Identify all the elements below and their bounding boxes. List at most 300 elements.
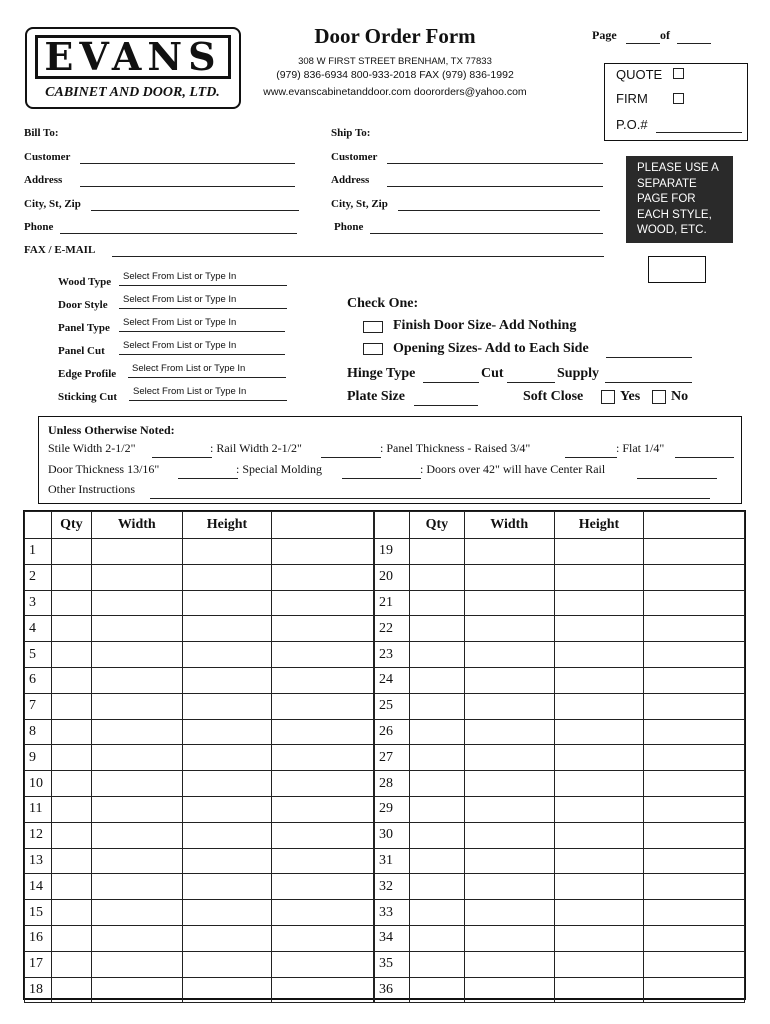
rail-width-field[interactable] (321, 443, 381, 458)
row-number: 35 (375, 951, 410, 977)
extra-input[interactable] (644, 771, 744, 796)
extra-input[interactable] (272, 694, 373, 719)
extra-cell (272, 616, 374, 642)
height-cell (182, 925, 272, 951)
qty-input[interactable] (410, 668, 464, 693)
bill-city-label: City, St, Zip (24, 198, 81, 210)
cut-field[interactable] (507, 368, 555, 383)
height-cell (182, 642, 272, 668)
width-input[interactable] (92, 978, 182, 1003)
panel-cut-select[interactable]: Select From List or Type In (119, 340, 285, 355)
page-total-field[interactable] (677, 29, 711, 44)
qty-cell (409, 977, 464, 1003)
qty-input[interactable] (52, 539, 91, 564)
extra-input[interactable] (644, 874, 744, 899)
width-cell (464, 719, 554, 745)
qty-cell (409, 900, 464, 926)
height-input[interactable] (183, 694, 272, 719)
extra-input[interactable] (272, 745, 373, 770)
width-input[interactable] (92, 668, 182, 693)
extra-input[interactable] (644, 952, 744, 977)
width-cell (464, 874, 554, 900)
width-cell (464, 951, 554, 977)
extra-cell (272, 564, 374, 590)
qty-input[interactable] (52, 849, 91, 874)
extra-input[interactable] (272, 720, 373, 745)
width-cell (91, 900, 182, 926)
soft-close-yes-checkbox[interactable] (601, 390, 615, 404)
height-input[interactable] (555, 952, 644, 977)
height-cell (554, 951, 644, 977)
extra-input[interactable] (272, 771, 373, 796)
door-thickness-field[interactable] (178, 464, 238, 479)
bill-phone-field[interactable] (60, 219, 297, 234)
table-row (25, 642, 374, 668)
height-cell (182, 900, 272, 926)
width-input[interactable] (465, 874, 554, 899)
row-number: 17 (25, 951, 52, 977)
width-input[interactable] (92, 539, 182, 564)
width-cell (464, 667, 554, 693)
height-input[interactable] (555, 694, 644, 719)
width-input[interactable] (465, 745, 554, 770)
bill-city-field[interactable] (91, 196, 299, 211)
height-input[interactable] (183, 565, 272, 590)
special-molding-field[interactable] (342, 464, 421, 479)
table-row (25, 745, 374, 771)
qty-input[interactable] (410, 849, 464, 874)
table-row (25, 564, 374, 590)
width-input[interactable] (465, 668, 554, 693)
ship-to-heading: Ship To: (331, 127, 371, 139)
extra-input[interactable] (644, 900, 744, 925)
row-number: 9 (25, 745, 52, 771)
ship-city-label: City, St, Zip (331, 198, 388, 210)
qty-input[interactable] (52, 874, 91, 899)
width-cell (91, 642, 182, 668)
height-input[interactable] (555, 668, 644, 693)
extra-input[interactable] (272, 539, 373, 564)
hinge-type-field[interactable] (423, 368, 479, 383)
height-cell (182, 874, 272, 900)
width-input[interactable] (465, 539, 554, 564)
extra-input[interactable] (644, 539, 744, 564)
extra-input[interactable] (272, 978, 373, 1003)
height-input[interactable] (183, 591, 272, 616)
qty-input[interactable] (52, 978, 91, 1003)
extra-input[interactable] (272, 952, 373, 977)
width-input[interactable] (92, 591, 182, 616)
height-input[interactable] (555, 771, 644, 796)
width-cell (464, 925, 554, 951)
qty-cell (409, 667, 464, 693)
row-number: 29 (375, 796, 410, 822)
height-input[interactable] (183, 539, 272, 564)
height-input[interactable] (183, 797, 272, 822)
row-number: 27 (375, 745, 410, 771)
width-input[interactable] (92, 823, 182, 848)
extra-input[interactable] (272, 642, 373, 667)
po-number-field[interactable] (656, 118, 742, 133)
extra-cell (644, 822, 745, 848)
qty-input[interactable] (410, 874, 464, 899)
qty-input[interactable] (52, 591, 91, 616)
row-number: 2 (25, 564, 52, 590)
height-cell (182, 848, 272, 874)
extra-input[interactable] (644, 926, 744, 951)
qty-input[interactable] (52, 926, 91, 951)
height-input[interactable] (183, 745, 272, 770)
height-input[interactable] (183, 926, 272, 951)
height-input[interactable] (555, 565, 644, 590)
height-input[interactable] (183, 642, 272, 667)
cut-label: Cut (481, 366, 504, 381)
width-input[interactable] (92, 745, 182, 770)
row-number: 22 (375, 616, 410, 642)
qty-cell (409, 539, 464, 565)
width-cell (91, 539, 182, 565)
qty-input[interactable] (52, 952, 91, 977)
sticking-cut-select[interactable]: Select From List or Type In (129, 386, 287, 401)
extra-input[interactable] (272, 668, 373, 693)
table-row (375, 590, 745, 616)
column-header-height: Height (182, 512, 272, 539)
table-row (25, 693, 374, 719)
width-input[interactable] (465, 952, 554, 977)
height-input[interactable] (555, 900, 644, 925)
extra-input[interactable] (272, 849, 373, 874)
height-input[interactable] (555, 849, 644, 874)
width-input[interactable] (465, 823, 554, 848)
height-input[interactable] (183, 952, 272, 977)
height-cell (554, 848, 644, 874)
extra-input[interactable] (272, 900, 373, 925)
width-input[interactable] (465, 978, 554, 1003)
row-number: 1 (25, 539, 52, 565)
extra-input[interactable] (644, 978, 744, 1003)
extra-input[interactable] (644, 694, 744, 719)
extra-input[interactable] (644, 616, 744, 641)
height-input[interactable] (555, 642, 644, 667)
height-input[interactable] (183, 823, 272, 848)
row-number: 15 (25, 900, 52, 926)
ship-address-label: Address (331, 174, 370, 186)
height-input[interactable] (555, 797, 644, 822)
height-input[interactable] (555, 978, 644, 1003)
extra-cell (644, 900, 745, 926)
height-cell (554, 745, 644, 771)
row-number: 32 (375, 874, 410, 900)
height-input[interactable] (183, 874, 272, 899)
extra-cell (644, 771, 745, 797)
width-input[interactable] (92, 771, 182, 796)
soft-close-no-checkbox[interactable] (652, 390, 666, 404)
width-input[interactable] (465, 797, 554, 822)
width-input[interactable] (465, 694, 554, 719)
qty-input[interactable] (52, 642, 91, 667)
qty-cell (409, 590, 464, 616)
qty-cell (409, 771, 464, 797)
panel-raised-field[interactable] (565, 443, 617, 458)
panel-type-select[interactable]: Select From List or Type In (119, 317, 285, 332)
ship-phone-label: Phone (334, 221, 364, 233)
panel-cut-label: Panel Cut (58, 345, 105, 357)
qty-input[interactable] (410, 926, 464, 951)
panel-raised-label: : Panel Thickness - Raised 3/4" (380, 441, 531, 455)
width-input[interactable] (92, 874, 182, 899)
qty-input[interactable] (410, 565, 464, 590)
firm-checkbox[interactable] (673, 93, 684, 104)
row-number: 19 (375, 539, 410, 565)
column-header-width: Width (91, 512, 182, 539)
width-cell (91, 667, 182, 693)
extra-cell (272, 590, 374, 616)
edge-profile-select[interactable]: Select From List or Type In (128, 363, 286, 378)
qty-cell (409, 745, 464, 771)
ship-customer-field[interactable] (387, 149, 603, 164)
fax-email-label: FAX / E-MAIL (24, 244, 96, 256)
extra-cell (272, 874, 374, 900)
height-input[interactable] (555, 616, 644, 641)
table-row (25, 667, 374, 693)
extra-input[interactable] (644, 797, 744, 822)
width-cell (464, 977, 554, 1003)
height-cell (182, 822, 272, 848)
qty-input[interactable] (410, 797, 464, 822)
width-cell (464, 822, 554, 848)
width-input[interactable] (465, 591, 554, 616)
width-input[interactable] (465, 642, 554, 667)
height-cell (182, 977, 272, 1003)
width-input[interactable] (92, 900, 182, 925)
opening-size-checkbox[interactable] (363, 343, 383, 355)
table-row (25, 977, 374, 1003)
wood-type-label: Wood Type (58, 276, 112, 288)
extra-input[interactable] (644, 823, 744, 848)
qty-cell (51, 977, 91, 1003)
width-input[interactable] (465, 900, 554, 925)
table-row (25, 951, 374, 977)
extra-input[interactable] (272, 797, 373, 822)
blank-box-field[interactable] (648, 256, 706, 283)
height-input[interactable] (183, 978, 272, 1003)
width-input[interactable] (465, 616, 554, 641)
stile-width-field[interactable] (152, 443, 212, 458)
qty-input[interactable] (52, 771, 91, 796)
width-input[interactable] (465, 849, 554, 874)
ship-address-field[interactable] (387, 172, 603, 187)
ship-city-field[interactable] (398, 196, 600, 211)
extra-cell (272, 848, 374, 874)
qty-input[interactable] (52, 668, 91, 693)
qty-input[interactable] (410, 771, 464, 796)
width-cell (91, 848, 182, 874)
qty-input[interactable] (52, 823, 91, 848)
width-cell (464, 796, 554, 822)
qty-input[interactable] (410, 900, 464, 925)
qty-cell (409, 642, 464, 668)
height-input[interactable] (555, 720, 644, 745)
table-row (25, 796, 374, 822)
width-input[interactable] (465, 771, 554, 796)
height-cell (554, 796, 644, 822)
width-input[interactable] (465, 565, 554, 590)
qty-input[interactable] (410, 952, 464, 977)
extra-cell (644, 539, 745, 565)
qty-input[interactable] (410, 616, 464, 641)
qty-input[interactable] (52, 745, 91, 770)
qty-input[interactable] (410, 823, 464, 848)
width-input[interactable] (92, 720, 182, 745)
qty-input[interactable] (52, 797, 91, 822)
door-style-label: Door Style (58, 299, 108, 311)
table-row (25, 719, 374, 745)
qty-input[interactable] (410, 745, 464, 770)
qty-cell (409, 848, 464, 874)
width-input[interactable] (465, 720, 554, 745)
extra-cell (272, 642, 374, 668)
supply-field[interactable] (605, 368, 692, 383)
height-input[interactable] (183, 771, 272, 796)
extra-input[interactable] (644, 849, 744, 874)
ship-customer-label: Customer (331, 151, 378, 163)
flat-field[interactable] (675, 443, 734, 458)
qty-input[interactable] (52, 616, 91, 641)
opening-size-field[interactable] (606, 343, 692, 358)
height-cell (554, 616, 644, 642)
qty-input[interactable] (52, 720, 91, 745)
width-input[interactable] (92, 952, 182, 977)
extra-input[interactable] (644, 720, 744, 745)
ship-phone-field[interactable] (370, 219, 603, 234)
extra-cell (644, 951, 745, 977)
soft-close-label: Soft Close (523, 389, 584, 404)
row-number: 16 (25, 925, 52, 951)
extra-input[interactable] (272, 823, 373, 848)
extra-input[interactable] (272, 926, 373, 951)
height-input[interactable] (183, 720, 272, 745)
wood-type-select[interactable]: Select From List or Type In (119, 271, 287, 286)
firm-label: FIRM (616, 91, 648, 106)
extra-cell (644, 925, 745, 951)
height-input[interactable] (555, 926, 644, 951)
extra-input[interactable] (644, 668, 744, 693)
qty-input[interactable] (52, 694, 91, 719)
height-cell (554, 900, 644, 926)
qty-cell (51, 900, 91, 926)
fax-email-field[interactable] (112, 242, 604, 257)
height-input[interactable] (183, 668, 272, 693)
width-cell (91, 925, 182, 951)
table-row (375, 771, 745, 797)
extra-input[interactable] (644, 591, 744, 616)
qty-input[interactable] (52, 900, 91, 925)
width-input[interactable] (92, 565, 182, 590)
height-cell (554, 771, 644, 797)
qty-input[interactable] (410, 642, 464, 667)
extra-input[interactable] (644, 642, 744, 667)
width-input[interactable] (465, 926, 554, 951)
quote-checkbox[interactable] (673, 68, 684, 79)
extra-input[interactable] (272, 874, 373, 899)
extra-cell (272, 951, 374, 977)
height-input[interactable] (555, 539, 644, 564)
row-number: 25 (375, 693, 410, 719)
row-number: 36 (375, 977, 410, 1003)
qty-cell (51, 848, 91, 874)
qty-input[interactable] (410, 720, 464, 745)
qty-cell (409, 874, 464, 900)
height-cell (182, 667, 272, 693)
qty-input[interactable] (410, 539, 464, 564)
extra-cell (272, 667, 374, 693)
height-input[interactable] (555, 591, 644, 616)
table-row (25, 900, 374, 926)
qty-cell (51, 951, 91, 977)
height-input[interactable] (183, 616, 272, 641)
company-web-email: www.evanscabinetanddoor.com doororders@yahoo.com (263, 86, 527, 98)
qty-input[interactable] (410, 978, 464, 1003)
extra-input[interactable] (272, 616, 373, 641)
width-input[interactable] (92, 926, 182, 951)
extra-input[interactable] (644, 565, 744, 590)
width-input[interactable] (92, 694, 182, 719)
page-number-field[interactable] (626, 29, 660, 44)
extra-input[interactable] (272, 565, 373, 590)
qty-cell (409, 693, 464, 719)
extra-cell (644, 977, 745, 1003)
width-input[interactable] (92, 849, 182, 874)
sticking-cut-label: Sticking Cut (58, 391, 117, 403)
center-rail-field[interactable] (637, 464, 717, 479)
qty-input[interactable] (52, 565, 91, 590)
width-input[interactable] (92, 642, 182, 667)
qty-input[interactable] (410, 591, 464, 616)
height-input[interactable] (183, 849, 272, 874)
height-input[interactable] (555, 745, 644, 770)
plate-size-field[interactable] (414, 391, 478, 406)
bill-address-label: Address (24, 174, 63, 186)
table-row (375, 564, 745, 590)
qty-cell (51, 590, 91, 616)
other-instructions-field[interactable] (150, 484, 710, 499)
extra-cell (644, 796, 745, 822)
height-input[interactable] (183, 900, 272, 925)
height-input[interactable] (555, 874, 644, 899)
stile-width-label: Stile Width 2-1/2" (48, 441, 136, 455)
extra-cell (644, 642, 745, 668)
width-input[interactable] (92, 797, 182, 822)
po-label: P.O.# (616, 117, 648, 132)
table-header-row (25, 512, 374, 539)
table-row (375, 977, 745, 1003)
width-cell (91, 693, 182, 719)
finish-size-checkbox[interactable] (363, 321, 383, 333)
company-logo (25, 27, 241, 109)
height-cell (182, 539, 272, 565)
height-input[interactable] (555, 823, 644, 848)
opening-size-label: Opening Sizes- Add to Each Side (393, 341, 589, 356)
qty-cell (51, 925, 91, 951)
bill-address-field[interactable] (80, 172, 295, 187)
bill-customer-field[interactable] (80, 149, 295, 164)
door-style-select[interactable]: Select From List or Type In (119, 294, 287, 309)
qty-input[interactable] (410, 694, 464, 719)
extra-input[interactable] (644, 745, 744, 770)
extra-input[interactable] (272, 591, 373, 616)
width-input[interactable] (92, 616, 182, 641)
width-cell (91, 745, 182, 771)
